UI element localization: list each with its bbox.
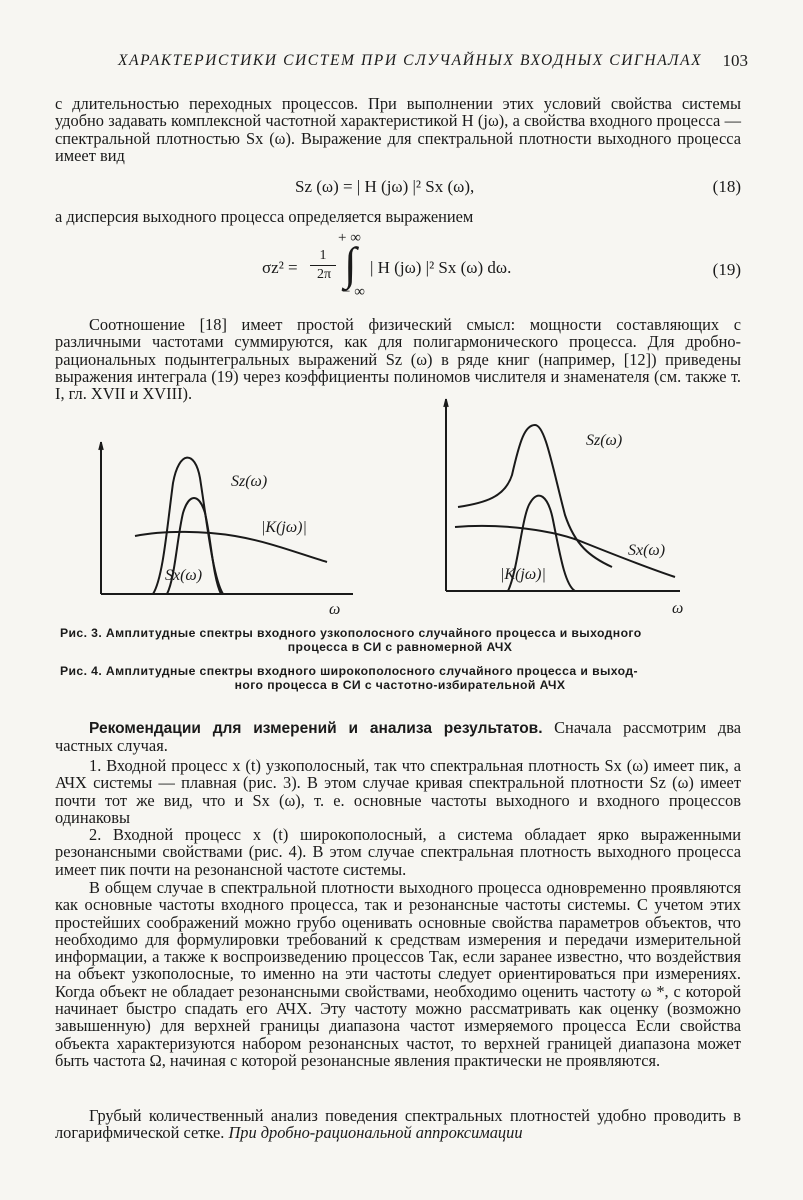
fig3-label-sx: Sx(ω) (165, 567, 203, 584)
fig3-label-k: |K(jω)| (261, 519, 307, 536)
figure-4-plot (440, 395, 700, 617)
integral-sign: ∫ (344, 238, 357, 289)
equation-19-number: (19) (712, 260, 741, 279)
fig3-caption-line1: Рис. 3. Амплитудные спектры входного узкополосного случайного процесса и выходного (60, 626, 642, 640)
fig4-caption-line2: ного процесса в СИ с частотно-избирательной АЧХ (234, 678, 566, 692)
eq19-fraction-bar (310, 265, 336, 266)
list-item-broadband: 2. Входной процесс x (t) широкополосный, а система обладает ярко выраженными резонансными свойствами (рис. 4). В этом случае спектральная плотность выходного процесса имеет пик почти на резонансной частоте системы. (55, 825, 741, 879)
fig4-label-sz: Sz(ω) (586, 432, 623, 449)
figure-3 (95, 438, 355, 618)
paragraph-physical-meaning: Соотношение [18] имеет простой физический смысл: мощности составляющих с различными частотами суммируются, как для полигармонического процесса. Для дробно-рациональных подынтегральных выражений Sz (ω) в ряде книг (например, [12]) приведены выражения интеграла (19) через коэффициенты полиномов числителя и знаменателя (см. также т. I, гл. XVII и XVIII). (55, 315, 741, 404)
equation-19 (262, 230, 562, 300)
paragraph-log-analysis (55, 1107, 741, 1142)
eq19-upper-limit: + ∞ (338, 230, 361, 246)
figure-4-caption (60, 664, 740, 692)
fig4-label-sx: Sx(ω) (628, 542, 666, 559)
fig3-label-omega: ω (329, 601, 341, 618)
paragraph-general-case: В общем случае в спектральной плотности выходного процесса одновременно проявляются как основные частоты входного процесса, так и резонансные частоты системы. С учетом этих простейших соображений можно грубо оценивать основные свойства параметров объектов, что необходимо для формулировки требований к средствам измерения и передачи измерительной информации, а также к воспроизведению процессов Так, если заранее известно, что воздействия на объект узкополосные, то именно на эти частоты следует ориентироваться при измерениях. Когда объект не обладает резонансными свойствами, необходимо оценить частоту ω *, с которой начинает быстро спадать его АЧХ. Эту частоту можно рассматривать как оценку (возможно завышенную) для верхней границы диапазона частот измеряемого процесса Если свойства объекта характеризуются набором резонансных частот, то верхней границей диапазона может быть частота Ω, начиная с которой резонансные явления практически не проявляются. (55, 878, 741, 1070)
paragraph-intro: с длительностью переходных процессов. При выполнении этих условий свойства системы удобно задавать комплексной частотной характеристикой H (jω), а свойства входного процесса — спектральной плотностью Sx (ω). Выражение для спектральной плотности выходного процесса имеет вид (55, 94, 741, 165)
log-analysis-text: Грубый количественный анализ поведения спектральных плотностей удобно проводить в логарифмической сетке. (55, 1106, 741, 1143)
eq19-fraction-numerator: 1 (319, 248, 327, 263)
fig3-label-sz: Sz(ω) (231, 473, 268, 490)
eq19-lower-limit: − ∞ (342, 284, 365, 300)
eq19-lhs: σz² = (262, 258, 298, 277)
running-title: ХАРАКТЕРИСТИКИ СИСТЕМ ПРИ СЛУЧАЙНЫХ ВХОДНЫХ СИГНАЛАХ (118, 52, 703, 69)
recommendations-heading: Рекомендации для измерений и анализа результатов. (89, 720, 543, 737)
equation-18: Sz (ω) = | H (jω) |² Sx (ω), (295, 177, 475, 196)
list-item-narrowband: 1. Входной процесс x (t) узкополосный, так что спектральная плотность Sx (ω) имеет пик, а АЧХ системы — плавная (рис. 3). В этом случае кривая спектральной плотности Sz (ω) имеет почти тот же вид, что и Sx (ω), т. е. основные частоты выходного и входного процессов одинаковы (55, 756, 741, 827)
running-header (118, 52, 748, 74)
figure-3-caption (60, 626, 740, 654)
fig4-label-k: |K(jω)| (500, 566, 546, 583)
figure-3-plot (95, 438, 355, 618)
fig3-caption-line2: процесса в СИ с равномерной АЧХ (287, 640, 513, 654)
eq19-integrand: | H (jω) |² Sx (ω) dω. (370, 258, 512, 277)
equation-18-number: (18) (712, 177, 741, 196)
page-number: 103 (722, 51, 748, 70)
fig4-caption-line1: Рис. 4. Амплитудные спектры входного широкополосного случайного процесса и выход- (60, 664, 638, 678)
paragraph-dispersion: а дисперсия выходного процесса определяется выражением (55, 207, 474, 226)
log-analysis-italic: При дробно-рациональной аппроксимации (224, 1123, 523, 1143)
figure-4 (440, 395, 700, 617)
recommendations-text: Сначала рассмотрим два частных случая. (55, 718, 741, 756)
eq19-fraction-denominator: 2π (316, 267, 332, 282)
paragraph-recommendations (55, 719, 741, 755)
fig4-label-omega: ω (672, 600, 684, 617)
